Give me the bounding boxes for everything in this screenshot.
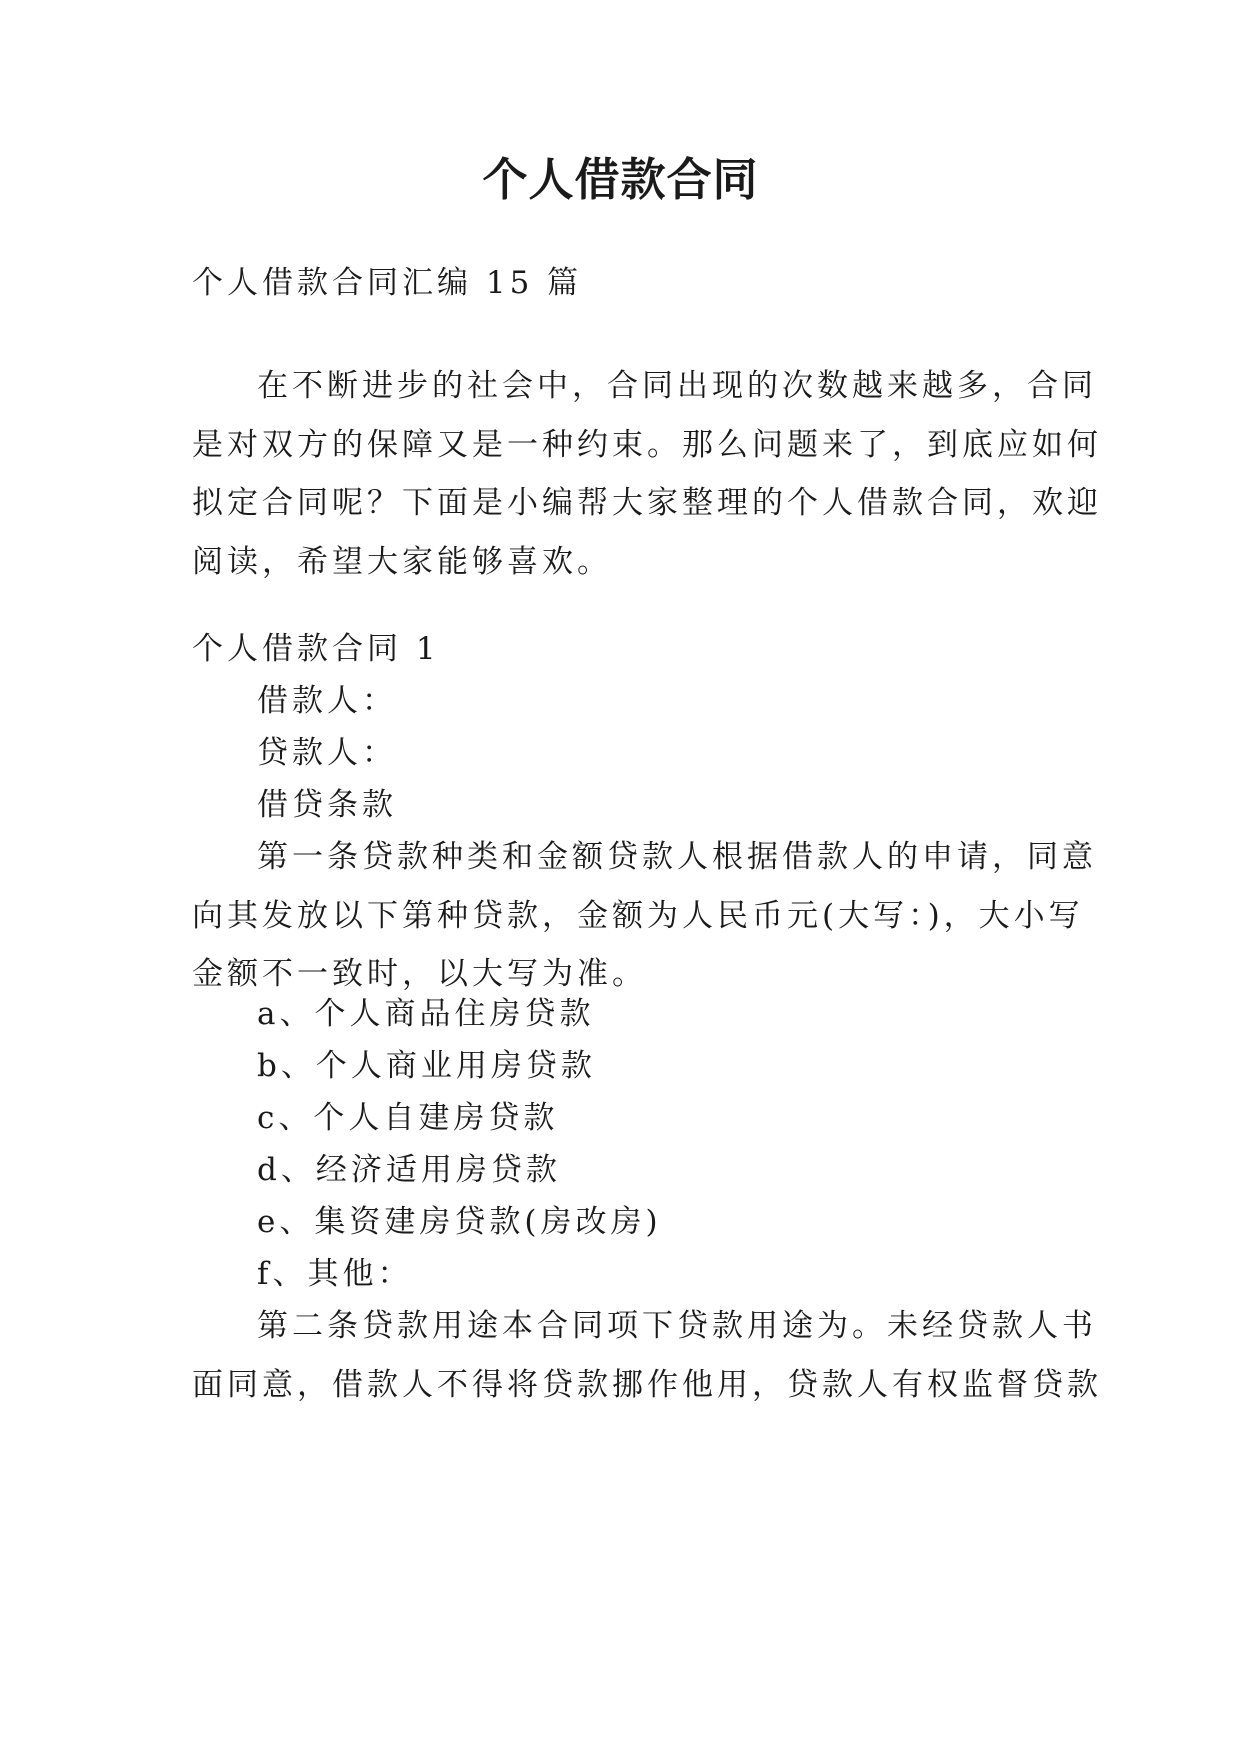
article-1-line: 向其发放以下第种贷款，金额为人民币元(大写：)，大小写	[192, 897, 1084, 934]
article-2-line: 面同意，借款人不得将贷款挪作他用，贷款人有权监督贷款	[192, 1366, 1102, 1403]
loan-type-item: e、集资建房贷款(房改房)	[257, 1204, 662, 1240]
loan-type-item: f、其他：	[257, 1256, 413, 1292]
section-heading: 个人借款合同 1	[192, 631, 440, 667]
loan-type-item: d、经济适用房贷款	[257, 1152, 561, 1188]
intro-line: 阅读，希望大家能够喜欢。	[192, 543, 612, 580]
article-2-paragraph	[192, 1297, 1102, 1414]
document-subtitle: 个人借款合同汇编 15 篇	[192, 265, 583, 301]
loan-type-item: c、个人自建房贷款	[257, 1100, 559, 1136]
article-1-line: 金额不一致时，以大写为准。	[192, 956, 647, 992]
article-1-paragraph	[192, 828, 1097, 1004]
article-1-line: 第一条贷款种类和金额贷款人根据借款人的申请，同意	[257, 839, 1097, 875]
intro-paragraph	[192, 357, 1102, 591]
borrower-label: 借款人：	[257, 683, 397, 719]
intro-line: 拟定合同呢？下面是小编帮大家整理的个人借款合同，欢迎	[192, 485, 1102, 521]
document-title: 个人借款合同	[482, 153, 759, 206]
intro-line: 在不断进步的社会中，合同出现的次数越来越多，合同	[257, 368, 1097, 404]
lender-label: 贷款人：	[257, 735, 397, 771]
article-2-line: 第二条贷款用途本合同项下贷款用途为。未经贷款人书	[257, 1308, 1097, 1344]
loan-type-item: a、个人商品住房贷款	[257, 996, 595, 1032]
loan-type-item: b、个人商业用房贷款	[257, 1048, 596, 1084]
terms-heading: 借贷条款	[257, 787, 397, 823]
intro-line: 是对双方的保障又是一种约束。那么问题来了，到底应如何	[192, 426, 1102, 463]
